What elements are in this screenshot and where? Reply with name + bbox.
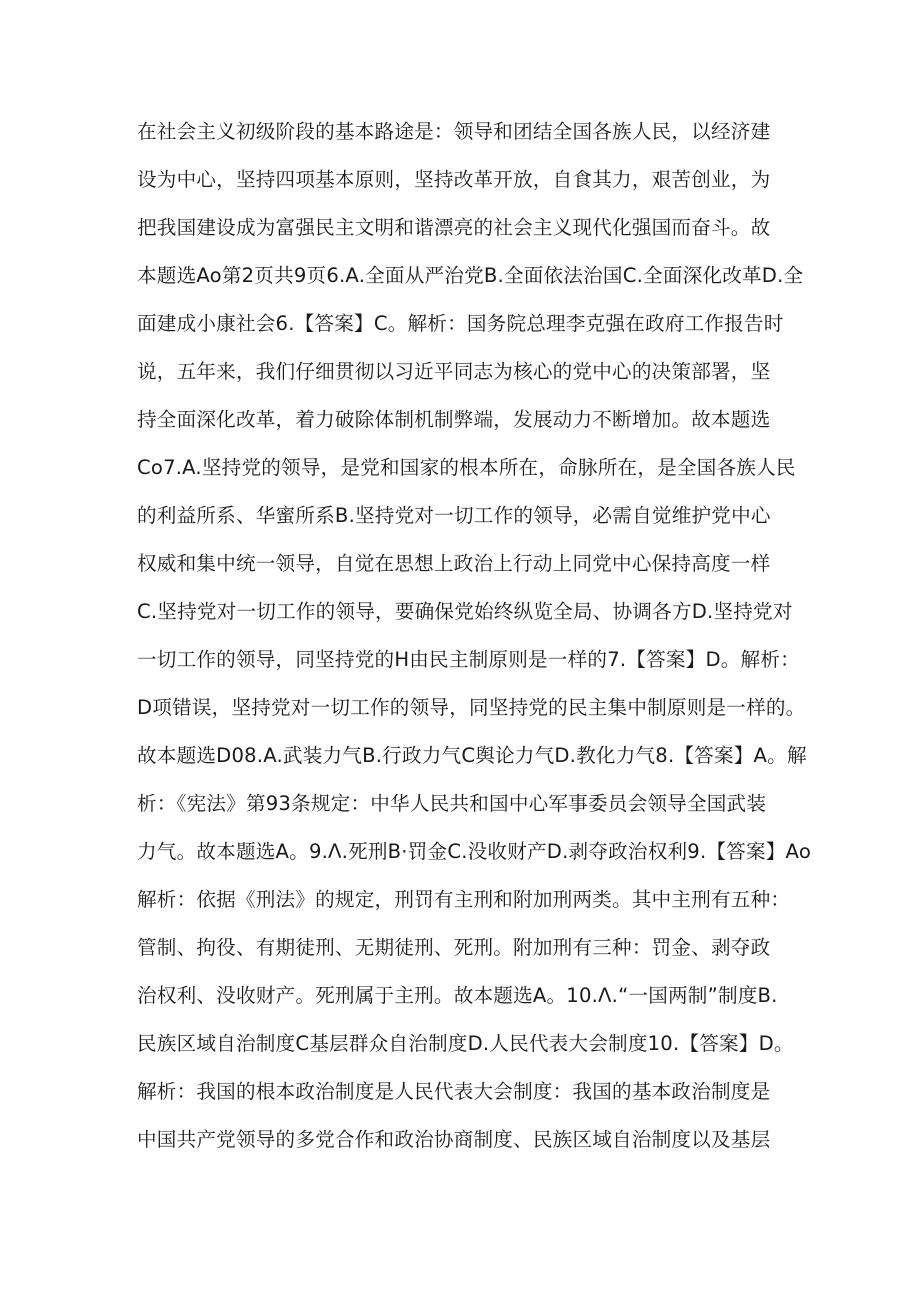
text-line: 把我国建设成为富强民主文明和谐漂亮的社会主义现代化强国而奋斗。故 [137,216,771,239]
document-body [137,108,812,1164]
text-line: 解析：依据《刑法》的规定，刑罚有主刑和附加刑两类。其中主刑有五种： [137,888,791,911]
text-line: 面建成小康社会6.【答案】C。解析：国务院总理李克强在政府工作报告时 [137,312,784,335]
text-line: 中国共产党领导的多党合作和政治协商制度、民族区域自治制度以及基层 [137,1128,771,1151]
text-line: 权威和集中统一领导，自觉在思想上政治上行动上同党中心保持高度一样 [137,552,771,575]
text-line: D项错误，坚持党对一切工作的领导，同坚持党的民主集中制原则是一样的。 [137,696,806,719]
text-line: 一切工作的领导，同坚持党的H由民主制原则是一样的7.【答案】D。解析： [137,648,800,671]
text-line: 本题选Ao第2页共9页6.A.全面从严治党B.全面依法治国C.全面深化改革D.全 [137,264,804,287]
text-line: 故本题选D08.A.武装力气B.行政力气C舆论力气D.教化力气8.【答案】A。解 [137,744,807,767]
text-line: C.坚持党对一切工作的领导，要确保党始终纵览全局、协调各方D.坚持党对 [137,600,793,623]
text-line: 力气。故本题选A。9.Λ.死刑B·罚金C.没收财产D.剥夺政治权利9.【答案】Ao [137,840,812,863]
text-line: 民族区域自治制度C基层群众自治制度D.人民代表大会制度10.【答案】D。 [137,1032,794,1055]
text-line: 解析：我国的根本政治制度是人民代表大会制度：我国的基本政治制度是 [137,1080,771,1103]
text-line: 在社会主义初级阶段的基本路途是：领导和团结全国各族人民，以经济建 [137,120,771,143]
text-line: 治权利、没收财产。死刑属于主刑。故本题选A。10.Λ.“一国两制”制度B. [137,984,778,1007]
text-line: Co7.A.坚持党的领导，是党和国家的根本所在，命脉所在，是全国各族人民 [137,456,796,479]
text-line: 的利益所系、华蜜所系B.坚持党对一切工作的领导，必需自觉维护党中心 [137,504,771,527]
text-line: 析：《宪法》第93条规定：中华人民共和国中心军事委员会领导全国武装 [137,792,767,815]
text-line: 管制、拘役、有期徒刑、无期徒刑、死刑。附加刑有三种：罚金、剥夺政 [137,936,771,959]
text-line: 设为中心，坚持四项基本原则，坚持改革开放，自食其力，艰苦创业，为 [137,168,771,191]
text-line: 持全面深化改革，着力破除体制机制弊端，发展动力不断增加。故本题选 [137,408,771,431]
text-line: 说，五年来，我们仔细贯彻以习近平同志为核心的党中心的决策部署，坚 [137,360,771,383]
